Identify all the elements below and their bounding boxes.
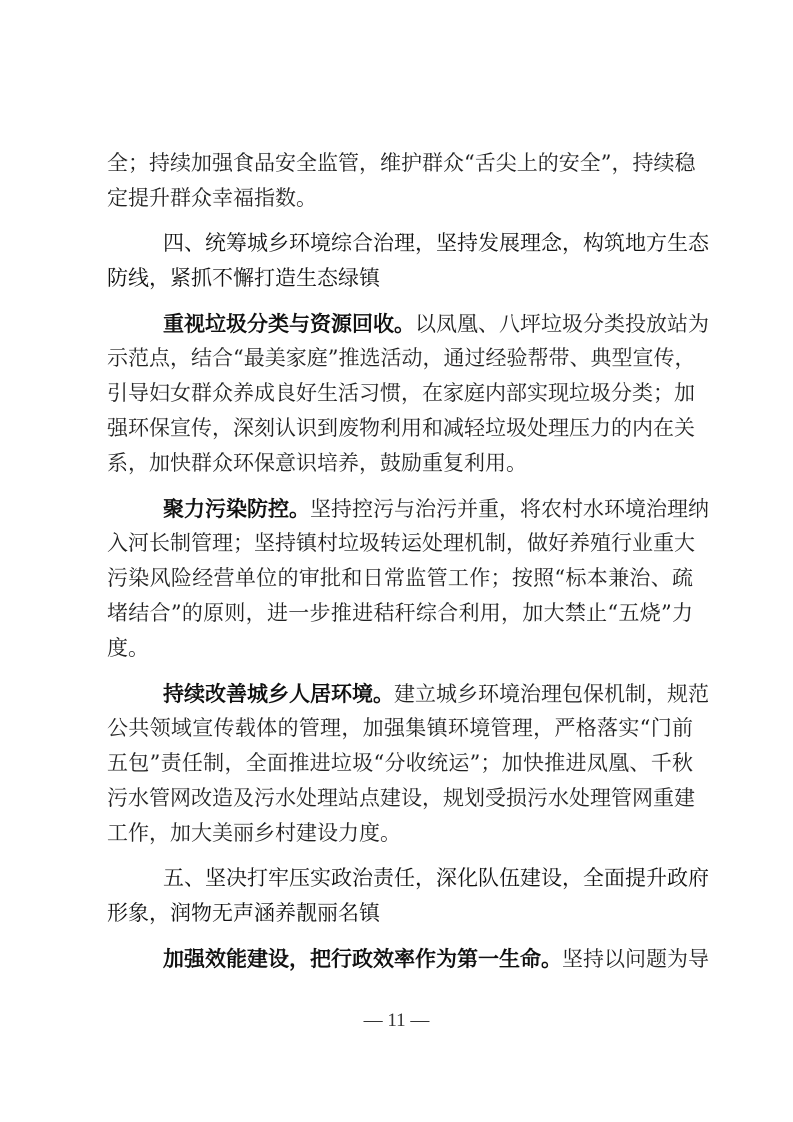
section-heading (107, 226, 709, 296)
text-line (107, 676, 709, 711)
line-text: 五、坚决打牢压实政治责任，深化队伍建设，全面提升政府 (163, 866, 709, 890)
line-text: 建立城乡环境治理包保机制，规范 (394, 682, 709, 706)
line-text: 工作，加大美丽乡村建设力度。 (107, 821, 401, 845)
text-line (107, 816, 693, 851)
text-line (107, 526, 693, 561)
document-body (107, 146, 709, 976)
line-text: 全；持续加强食品安全监管，维护群众“舌尖上的安全”，持续稳 (107, 151, 696, 175)
line-text: 定提升群众幸福指数。 (107, 186, 317, 210)
line-text: 防线，紧抓不懈打造生态绿镇 (107, 266, 380, 290)
line-text: 堵结合”的原则，进一步推进秸秆综合利用，加大禁止“五烧”力 (107, 601, 693, 625)
text-line (107, 631, 693, 666)
text-line (107, 746, 693, 781)
line-text: 四、统筹城乡环境综合治理，坚持发展理念，构筑地方生态 (163, 231, 709, 255)
line-text: 度。 (107, 636, 149, 660)
text-line (107, 491, 709, 526)
text-line (107, 146, 696, 181)
text-line (107, 861, 709, 896)
text-line (107, 376, 693, 411)
bold-lead-phrase: 加强效能建设，把行政效率作为第一生命。 (163, 946, 562, 971)
line-text: 形象，润物无声涵养靓丽名镇 (107, 901, 380, 925)
text-line (107, 341, 696, 376)
paragraph (107, 306, 709, 481)
line-text: 坚持以问题为导 (562, 947, 709, 971)
line-text: 入河长制管理；坚持镇村垃圾转运处理机制，做好养殖行业重大 (107, 531, 695, 555)
line-text: 以凤凰、八坪垃圾分类投放站为 (415, 312, 709, 336)
line-text: 示范点，结合“最美家庭”推选活动，通过经验帮带、典型宣传， (107, 346, 696, 370)
text-line (107, 181, 693, 216)
paragraph (107, 941, 709, 976)
text-line (107, 261, 693, 296)
text-line (107, 711, 693, 746)
page-number: — 11 — (363, 1010, 430, 1031)
paragraph (107, 146, 696, 216)
bold-lead-phrase: 聚力污染防控。 (163, 496, 310, 521)
line-text: 坚持控污与治污并重，将农村水环境治理纳 (310, 497, 709, 521)
text-line (107, 411, 693, 446)
text-line (107, 781, 693, 816)
line-text: 公共领域宣传载体的管理，加强集镇环境管理，严格落实“门前 (107, 716, 693, 740)
text-line (107, 896, 693, 931)
text-line (107, 446, 693, 481)
text-line (107, 306, 709, 341)
bold-lead-phrase: 重视垃圾分类与资源回收。 (163, 311, 415, 336)
line-text: 引导妇女群众养成良好生活习惯，在家庭内部实现垃圾分类；加 (107, 381, 695, 405)
section-heading (107, 861, 709, 931)
line-text: 污水管网改造及污水处理站点建设，规划受损污水处理管网重建 (107, 786, 695, 810)
line-text: 五包”责任制，全面推进垃圾“分收统运”；加快推进凤凰、千秋 (107, 751, 693, 775)
bold-lead-phrase: 持续改善城乡人居环境。 (163, 681, 394, 706)
line-text: 污染风险经营单位的审批和日常监管工作；按照“标本兼治、疏 (107, 566, 693, 590)
line-text: 系，加快群众环保意识培养，鼓励重复利用。 (107, 451, 527, 475)
line-text: 强环保宣传，深刻认识到废物利用和减轻垃圾处理压力的内在关 (107, 416, 695, 440)
text-line (107, 596, 693, 631)
text-line (107, 226, 709, 261)
text-line (107, 561, 693, 596)
paragraph (107, 676, 709, 851)
paragraph (107, 491, 709, 666)
text-line (107, 941, 709, 976)
